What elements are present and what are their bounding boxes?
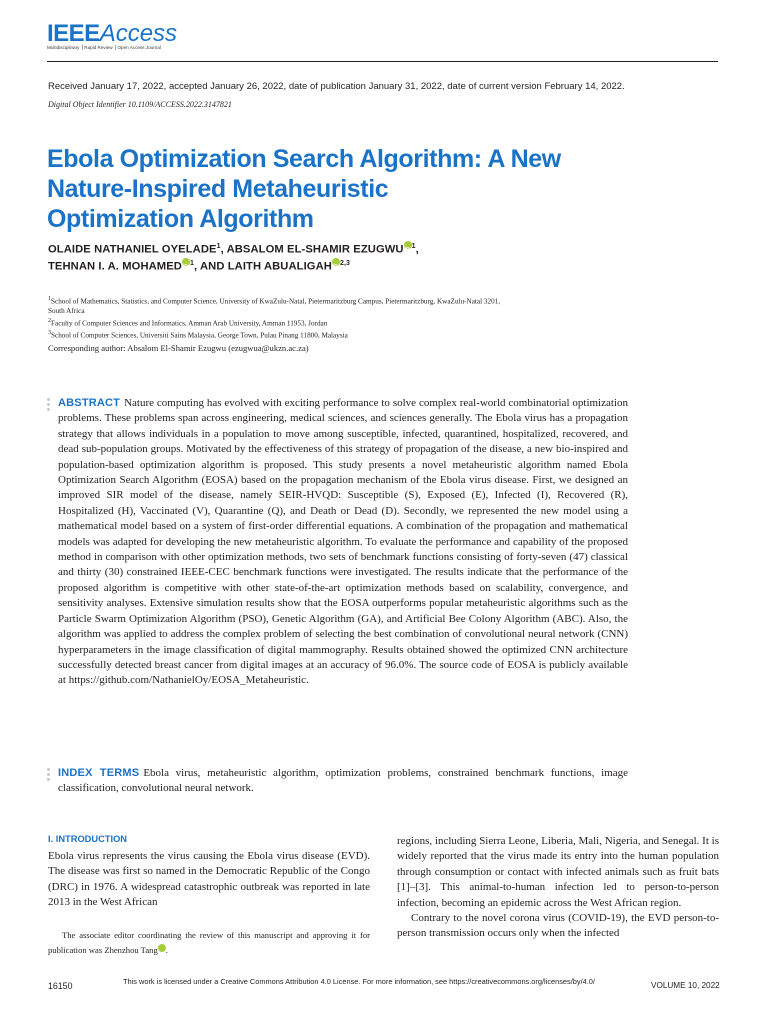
index-terms-text: Ebola virus, metaheuristic algorithm, optimization problems, constrained benchmark functions, image classification, convolutional neural network. [58,767,629,795]
orcid-icon[interactable] [182,258,190,266]
footnote-text: The associate editor coordinating the review of this manuscript and approving it for publication was Zhenzhou Tang [48,930,370,955]
title-line-2: Nature-Inspired Metaheuristic [47,175,389,203]
editor-footnote [48,928,370,958]
index-terms-dots-icon [47,768,51,783]
author-name: OLAIDE NATHANIEL OYELADE [48,243,217,256]
affiliation-1 [48,295,718,307]
author-name: TEHNAN I. A. MOHAMED [48,260,182,273]
affiliation-sup: 3 [48,330,51,337]
corresponding-author: Corresponding author: Absalom El-Shamir Ezugwu (ezugwua@ukzn.ac.za) [48,343,309,353]
paper-title [47,144,667,234]
section-heading-introduction: I. INTRODUCTION [48,834,128,844]
logo-tagline: Multidisciplinary ⎟ Rapid Review ⎟ Open Access Journal [47,45,161,50]
affiliation-1-cont [48,307,718,317]
logo-ieee: IEEE [47,20,100,47]
author-name: , ABSALOM EL-SHAMIR EZUGWU [220,243,404,256]
index-terms [58,766,628,797]
affiliation-sup: 2 [48,317,51,324]
author-affil-sup: 1 [189,260,194,268]
doi-line[interactable]: Digital Object Identifier 10.1109/ACCESS.2022.3147821 [48,100,232,109]
author-list [48,240,419,274]
author-affil-sup: 1 [411,243,416,250]
logo-access: Access [99,20,178,47]
author-line-2 [48,257,419,274]
orcid-icon[interactable] [332,258,340,266]
journal-logo [47,20,247,60]
abstract-dots-icon [47,398,51,413]
author-name: , AND LAITH ABUALIGAH [193,260,332,273]
affiliation-text: South Africa [48,307,85,316]
affiliation-sup: 1 [48,296,51,302]
affiliations [48,295,718,341]
abstract-label: ABSTRACT [58,397,121,409]
abstract [58,396,628,689]
orcid-icon[interactable] [158,944,166,952]
received-dates: Received January 17, 2022, accepted January 26, 2022, date of publication January 31, 2022, date of current version February 14, 2022. [48,81,625,92]
affiliation-3 [48,329,718,341]
affiliation-text: School of Mathematics, Statistics, and Computer Science, University of KwaZulu-Natal, Pietermaritzburg Campus, Pietermaritzburg, KwaZulu-Natal 3201, [51,297,501,306]
author-affil-sup: 2,3 [339,260,350,268]
intro-column-2 [397,834,719,942]
author-line-1 [48,240,419,257]
author-separator: , [415,243,419,256]
author-affil-sup: 1 [216,243,221,250]
intro-paragraph: Contrary to the novel corona virus (COVID-19), the EVD person-to-person transmission occurs only when the infected [397,912,719,940]
header-divider [47,61,718,62]
orcid-icon[interactable] [404,241,412,249]
intro-paragraph: regions, including Sierra Leone, Liberia, Mali, Nigeria, and Senegal. It is widely reported that the virus made its entry into the human population through consumption or contact with infected animals such as fruit bats [1]–[3]. This animal-to-human infection led to person-to-person infection, becoming an epidemic across the West African region. [397,835,719,909]
title-line-3: Optimization Algorithm [47,205,314,233]
license-notice[interactable]: This work is licensed under a Creative Commons Attribution 4.0 License. For more information, see https://creativecommons.org/licenses/by/4.0/ [123,977,595,986]
intro-column-1: Ebola virus represents the virus causing the Ebola virus disease (EVD). The disease was first so named in the Democratic Republic of the Congo (DRC) in 1976. A widespread catastrophic outbreak was reported in late 2013 in the West African [48,850,370,909]
affiliation-2 [48,317,718,329]
volume-label: VOLUME 10, 2022 [651,981,720,990]
page-number: 16150 [48,981,73,991]
title-line-1: Ebola Optimization Search Algorithm: A New [47,145,561,173]
abstract-text: Nature computing has evolved with exciting performance to solve complex real-world combinatorial optimization problems. These problems span across engineering, medical sciences, and sciences generally. The Ebola virus has a propagation strategy that allows individuals in a population to move among susceptible, infected, quarantined, hospitalized, recovered, and dead sub-population groups. Motivated by the effectiveness of this strategy of propagation of the disease, a new bio-inspired and population-based optimization algorithm is proposed. This study presents a novel metaheuristic algorithm named Ebola Optimization Search Algorithm (EOSA) based on the propagation mechanism of the Ebola virus disease. First, we designed an improved SIR model of the disease, namely SEIR-HVQD: Susceptible (S), Exposed (E), Infected (I), Recovered (R), Hospitalized (H), Vaccinated (V), Quarantine (Q), and Death or Dead (D). Secondly, we represented the new model using a mathematical model based on a system of first-order differential equations. A combination of the propagation and mathematical models was adapted for developing the new metaheuristic algorithm. To evaluate the performance and capability of the proposed method in comparison with other optimization methods, two sets of benchmark functions consisting of forty-seven (47) classical and thirty (30) constrained IEEE-CEC benchmark functions were investigated. The results indicate that the performance of the proposed algorithm is competitive with other state-of-the-art optimization methods based on scalability, convergence, and sensitivity analyses. Extensive simulation results show that the EOSA outperforms popular metaheuristic algorithms such as the Particle Swarm Optimization Algorithm (PSO), Genetic Algorithm (GA), and Artificial Bee Colony Algorithm (ABC). Also, the algorithm was applied to address the complex problem of selecting the best combination of convolutional neural network (CNN) hyperparameters in the image classification of digital mammography. Results obtained showed the optimized CNN architecture successfully detected breast cancer from digital images at an accuracy of 96.0%. The source code of EOSA is publicly available at https://github.com/NathanielOy/EOSA_Metaheuristic. [58,397,628,687]
affiliation-text: Faculty of Computer Sciences and Informatics, Amman Arab University, Amman 11953, Jordan [51,319,328,328]
affiliation-text: School of Computer Sciences, Universiti Sains Malaysia, George Town, Pulau Pinang 11800, Malaysia [51,331,348,340]
index-terms-label: INDEX TERMS [58,767,140,779]
